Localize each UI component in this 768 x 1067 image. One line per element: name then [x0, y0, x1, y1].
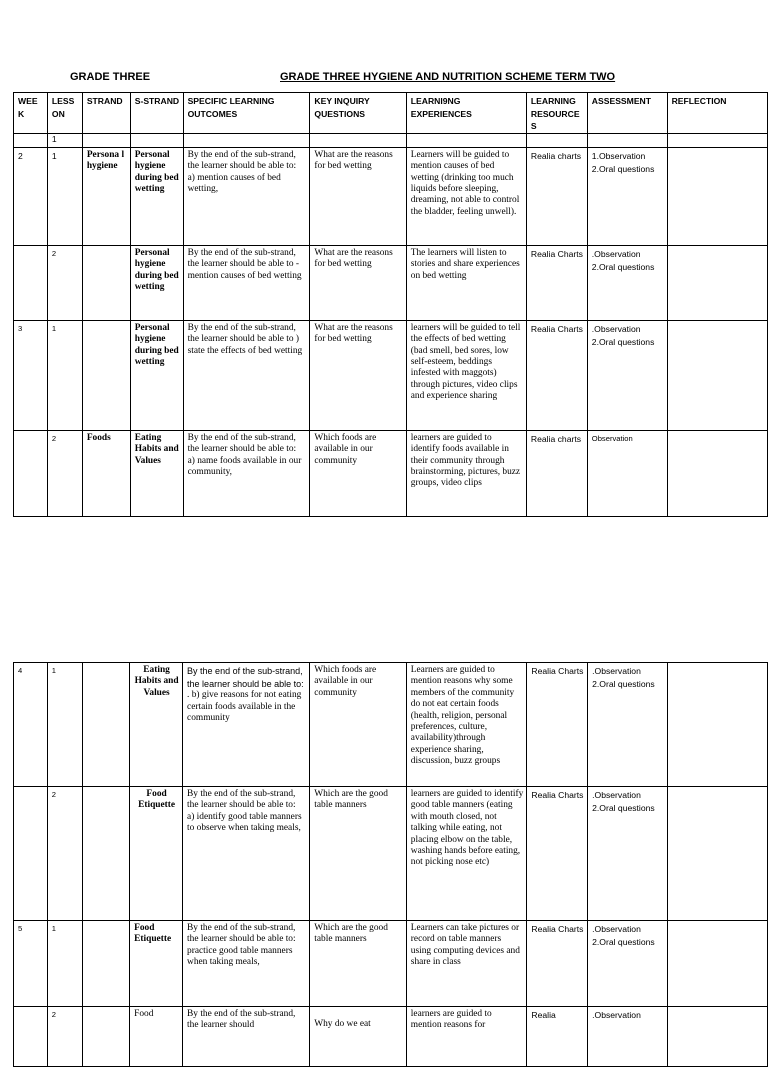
grade-label: GRADE THREE: [70, 71, 151, 83]
scheme-table-part-2: [13, 662, 768, 1067]
lesson-cell: 2: [47, 787, 82, 921]
col-experiences-header: LEARNI9NG EXPERIENCES: [406, 93, 526, 134]
resources-cell: Realia Charts: [527, 921, 588, 1007]
col-resources-header: LEARNING RESOURCE S: [526, 93, 587, 134]
table-row: [14, 1007, 768, 1067]
outcomes-text: By the end of the sub-strand, the learner should be able to: practice good table manners when taking meals,: [187, 923, 296, 968]
table-row: [14, 320, 768, 430]
col-strand-header: STRAND: [82, 93, 130, 134]
resources-cell: Realia Charts: [526, 245, 587, 320]
outcomes-cell: [183, 1007, 310, 1067]
table-row: [14, 133, 768, 147]
strand-cell: [82, 245, 130, 320]
outcomes-cell: [183, 430, 310, 516]
reflection-cell: [667, 1007, 767, 1067]
assessment-cell: .Observation 2.Oral questions: [587, 245, 667, 320]
assessment-cell: .Observation 2.Oral questions: [588, 921, 668, 1007]
outcomes-text: By the end of the sub-strand, the learner should be able to: a) mention causes of bed wetting,: [187, 149, 297, 194]
col-reflection-header: REFLECTION: [667, 93, 767, 134]
week-cell: 3: [14, 320, 48, 430]
week-cell: [14, 133, 48, 147]
sstrand-cell: Food: [130, 1007, 183, 1067]
sstrand-cell: Food Etiquette: [130, 921, 183, 1007]
experiences-cell: Learners will be guided to mention causes of bed wetting (drinking too much liquids before sleeping, dreaming, not able to control the bladder, feeling unwell).: [406, 147, 526, 245]
col-questions-header: KEY INQUIRY QUESTIONS: [310, 93, 406, 134]
strand-cell: [82, 921, 130, 1007]
header-row: [14, 93, 768, 134]
strand-cell: [82, 663, 130, 787]
table-row: [14, 663, 768, 787]
outcomes-cell: [183, 921, 310, 1007]
col-lesson-header: LESS ON: [47, 93, 82, 134]
assessment-cell: Observation: [587, 430, 667, 516]
week-cell: [14, 787, 48, 921]
outcomes-cell: [183, 147, 310, 245]
resources-cell: Realia charts: [526, 147, 587, 245]
questions-cell: What are the reasons for bed wetting: [310, 320, 406, 430]
reflection-cell: [667, 430, 767, 516]
scheme-table-part-1: [13, 92, 768, 517]
sstrand-cell: Personal hygiene during bed wetting: [130, 320, 183, 430]
outcomes-cell: [183, 320, 310, 430]
sstrand-cell: Eating Habits and Values: [130, 663, 183, 787]
outcomes-text: By the end of the sub-strand, the learner should be able to:: [187, 666, 304, 689]
table-row: [14, 787, 768, 921]
sstrand-cell: Personal hygiene during bed wetting: [130, 245, 183, 320]
lesson-cell: 1: [47, 921, 82, 1007]
lesson-cell: 1: [47, 147, 82, 245]
strand-cell: [82, 320, 130, 430]
questions-cell: Which are the good table manners: [310, 787, 407, 921]
assessment-cell: .Observation 2.Oral questions: [588, 663, 668, 787]
questions-cell: Which are the good table manners: [310, 921, 407, 1007]
assessment-cell: .Observation 2.Oral questions: [588, 787, 668, 921]
resources-cell: Realia Charts: [526, 320, 587, 430]
reflection-cell: [667, 787, 767, 921]
questions-cell: [310, 1007, 407, 1067]
resources-cell: Realia: [527, 1007, 588, 1067]
outcomes-text: By the end of the sub-strand, the learner should be able to ) state the effects of bed wetting: [187, 322, 303, 356]
lesson-cell: 1: [47, 320, 82, 430]
experiences-cell: The learners will listen to stories and share experiences on bed wetting: [406, 245, 526, 320]
reflection-cell: [667, 245, 767, 320]
experiences-cell: learners are guided to identify good table manners (eating with mouth closed, not talking while eating, not placing elbow on the table, washing hands before eating, not picking nose etc): [406, 787, 527, 921]
table-row: [14, 147, 768, 245]
week-cell: 4: [14, 663, 48, 787]
experiences-cell: learners will be guided to tell the effects of bed wetting (bad smell, bed sores, low self-esteem, beddings infested with maggots) through pictures, video clips and experience sharing: [406, 320, 526, 430]
resources-cell: Realia Charts: [527, 787, 588, 921]
questions-cell: What are the reasons for bed wetting: [310, 147, 406, 245]
outcomes-cell: [183, 245, 310, 320]
scheme-title: GRADE THREE HYGIENE AND NUTRITION SCHEME TERM TWO: [280, 71, 616, 83]
sstrand-cell: Eating Habits and Values: [130, 430, 183, 516]
week-cell: [14, 430, 48, 516]
outcomes-text: By the end of the sub-strand, the learner should be able to - mention causes of bed wetting: [187, 247, 302, 281]
reflection-cell: [667, 663, 767, 787]
questions-cell: Which foods are available in our community: [310, 663, 407, 787]
table-row: [14, 921, 768, 1007]
strand-cell: Foods: [82, 430, 130, 516]
lesson-cell: 2: [47, 245, 82, 320]
outcomes-cell: [183, 663, 310, 787]
table-row: [14, 430, 768, 516]
reflection-cell: [667, 147, 767, 245]
col-assessment-header: ASSESSMENT: [587, 93, 667, 134]
resources-cell: Realia charts: [526, 430, 587, 516]
outcomes-text: By the end of the sub-strand, the learner should be able to: a) name foods available in our community,: [187, 432, 302, 477]
week-cell: [14, 245, 48, 320]
questions-cell: Which foods are available in our community: [310, 430, 406, 516]
week-cell: 2: [14, 147, 48, 245]
outcomes-text: By the end of the sub-strand, the learner should: [187, 1009, 296, 1031]
assessment-cell: 1.Observation 2.Oral questions: [587, 147, 667, 245]
resources-cell: Realia Charts: [527, 663, 588, 787]
sstrand-cell: Personal hygiene during bed wetting: [130, 147, 183, 245]
questions-cell: What are the reasons for bed wetting: [310, 245, 406, 320]
experiences-cell: Learners can take pictures or record on table manners using computing devices and share in class: [406, 921, 527, 1007]
week-cell: 5: [14, 921, 48, 1007]
outcomes-cell: [183, 787, 310, 921]
strand-cell: [82, 787, 130, 921]
strand-cell: [82, 1007, 130, 1067]
assessment-cell: .Observation: [588, 1007, 668, 1067]
table-row: [14, 245, 768, 320]
experiences-cell: Learners are guided to mention reasons why some members of the community do not eat certain foods (health, religion, personal preferences, culture, availability)through experience sharing, discussion, buzz groups: [406, 663, 527, 787]
experiences-cell: learners are guided to identify foods available in their community through brainstorming, pictures, buzz groups, video clips: [406, 430, 526, 516]
reflection-cell: [667, 320, 767, 430]
lesson-cell: 1: [47, 133, 82, 147]
sstrand-cell: Food Etiquette: [130, 787, 183, 921]
col-sstrand-header: S-STRAND: [130, 93, 183, 134]
assessment-cell: .Observation 2.Oral questions: [587, 320, 667, 430]
lesson-cell: 2: [47, 1007, 82, 1067]
experiences-cell: learners are guided to mention reasons for: [406, 1007, 527, 1067]
questions-text: Why do we eat: [314, 1019, 371, 1029]
strand-cell: Persona l hygiene: [82, 147, 130, 245]
week-cell: [14, 1007, 48, 1067]
outcomes-text: By the end of the sub-strand, the learner should be able to: a) identify good table manners to observe when taking meals,: [187, 789, 302, 834]
col-outcomes-header: SPECIFIC LEARNING OUTCOMES: [183, 93, 310, 134]
outcomes-text: . b) give reasons for not eating certain foods available in the community: [187, 690, 302, 723]
col-week-header: WEE K: [14, 93, 48, 134]
lesson-cell: 2: [47, 430, 82, 516]
lesson-cell: 1: [47, 663, 82, 787]
reflection-cell: [667, 921, 767, 1007]
